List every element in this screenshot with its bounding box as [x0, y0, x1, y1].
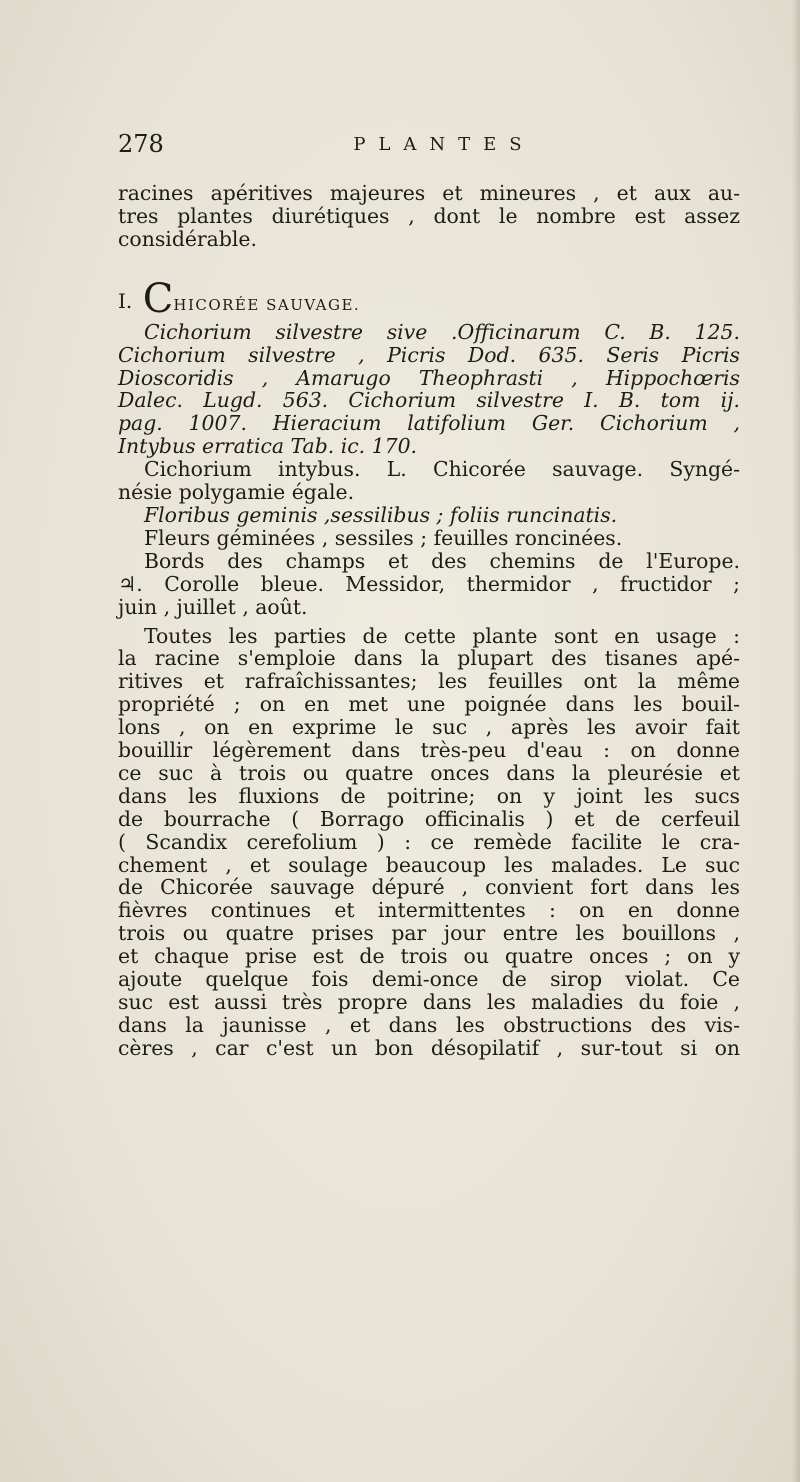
- diagnosis-french: Fleurs géminées , sessiles ; feuilles roncinées.: [144, 525, 623, 550]
- linnaeus-line: Cichorium intybus. L. Chicorée sauvage. Syngé-: [144, 457, 740, 482]
- paragraph-line: bouillir légèrement dans très-peu d'eau : on donne: [118, 738, 740, 763]
- paragraph-line: fièvres continues et intermittentes : on en donne: [118, 898, 740, 923]
- text-line: tres plantes diurétiques , dont le nombre est assez: [118, 203, 740, 228]
- paragraph-line: la racine s'emploie dans la plupart des tisanes apé-: [118, 646, 740, 671]
- synonymy-line: Cichorium silvestre sive .Officinarum C. B. 125.: [144, 319, 740, 344]
- paragraph-line: Toutes les parties de cette plante sont en usage :: [144, 623, 740, 648]
- synonymy-line: Cichorium silvestre , Picris Dod. 635. Seris Picris: [118, 342, 740, 367]
- entry-heading: [118, 275, 740, 322]
- paragraph-line: dans la jaunisse , et dans les obstructions des vis-: [118, 1012, 740, 1037]
- entry-title-initial: C: [142, 275, 174, 322]
- main-paragraph: [118, 625, 740, 1060]
- page-number: 278: [118, 130, 164, 158]
- habitat-line: juin , juillet , août.: [118, 594, 308, 619]
- entry-number: I.: [118, 288, 133, 313]
- running-head: PLANTES: [353, 134, 535, 155]
- paragraph-line: propriété ; on en met une poignée dans les bouil-: [118, 692, 740, 717]
- text-line: considérable.: [118, 226, 257, 251]
- page-body: [118, 182, 740, 1060]
- text-line: racines apéritives majeures et mineures , et aux au-: [118, 181, 740, 205]
- paragraph-line: cères , car c'est un bon désopilatif , sur-tout si on: [118, 1035, 740, 1060]
- paragraph-line: de Chicorée sauvage dépuré , convient fort dans les: [118, 875, 740, 900]
- synonymy-line: Dalec. Lugd. 563. Cichorium silvestre I. B. tom ij.: [118, 388, 740, 413]
- linnaeus-line: nésie polygamie égale.: [118, 480, 355, 505]
- synonymy-line: pag. 1007. Hieracium latifolium Ger. Cichorium ,: [118, 411, 740, 436]
- paragraph-line: ajoute quelque fois demi-once de sirop violat. Ce: [118, 967, 740, 992]
- paragraph-line: chement , et soulage beaucoup les malades. Le suc: [118, 852, 740, 877]
- paragraph-line: dans les fluxions de poitrine; on y joint les sucs: [118, 783, 740, 808]
- paragraph-line: lons , on en exprime le suc , après les avoir fait: [118, 715, 740, 740]
- paragraph-line: et chaque prise est de trois ou quatre onces ; on y: [118, 944, 740, 969]
- habitat-line: Bords des champs et des chemins de l'Europe.: [144, 548, 740, 573]
- paragraph-line: trois ou quatre prises par jour entre les bouillons ,: [118, 921, 740, 946]
- paragraph-line: ce suc à trois ou quatre onces dans la pleurésie et: [118, 760, 740, 785]
- paragraph-line: de bourrache ( Borrago officinalis ) et de cerfeuil: [118, 806, 740, 831]
- synonymy-line: Dioscoridis , Amarugo Theophrasti , Hippochœris: [118, 365, 740, 390]
- diagnosis-latin: Floribus geminis ,sessilibus ; foliis runcinatis.: [144, 502, 618, 527]
- paragraph-line: ( Scandix cerefolium ) : ce remède facilite le cra-: [118, 829, 740, 854]
- habitat-line: ♃. Corolle bleue. Messidor, thermidor , fructidor ;: [118, 571, 740, 596]
- paragraph-line: suc est aussi très propre dans les maladies du foie ,: [118, 990, 740, 1014]
- synonymy-line: Intybus erratica Tab. ic. 170.: [118, 434, 418, 459]
- entry-title: HICORÉE SAUVAGE.: [173, 295, 361, 314]
- page-header: [118, 128, 740, 168]
- paragraph-line: ritives et rafraîchissantes; les feuilles ont la même: [118, 669, 740, 694]
